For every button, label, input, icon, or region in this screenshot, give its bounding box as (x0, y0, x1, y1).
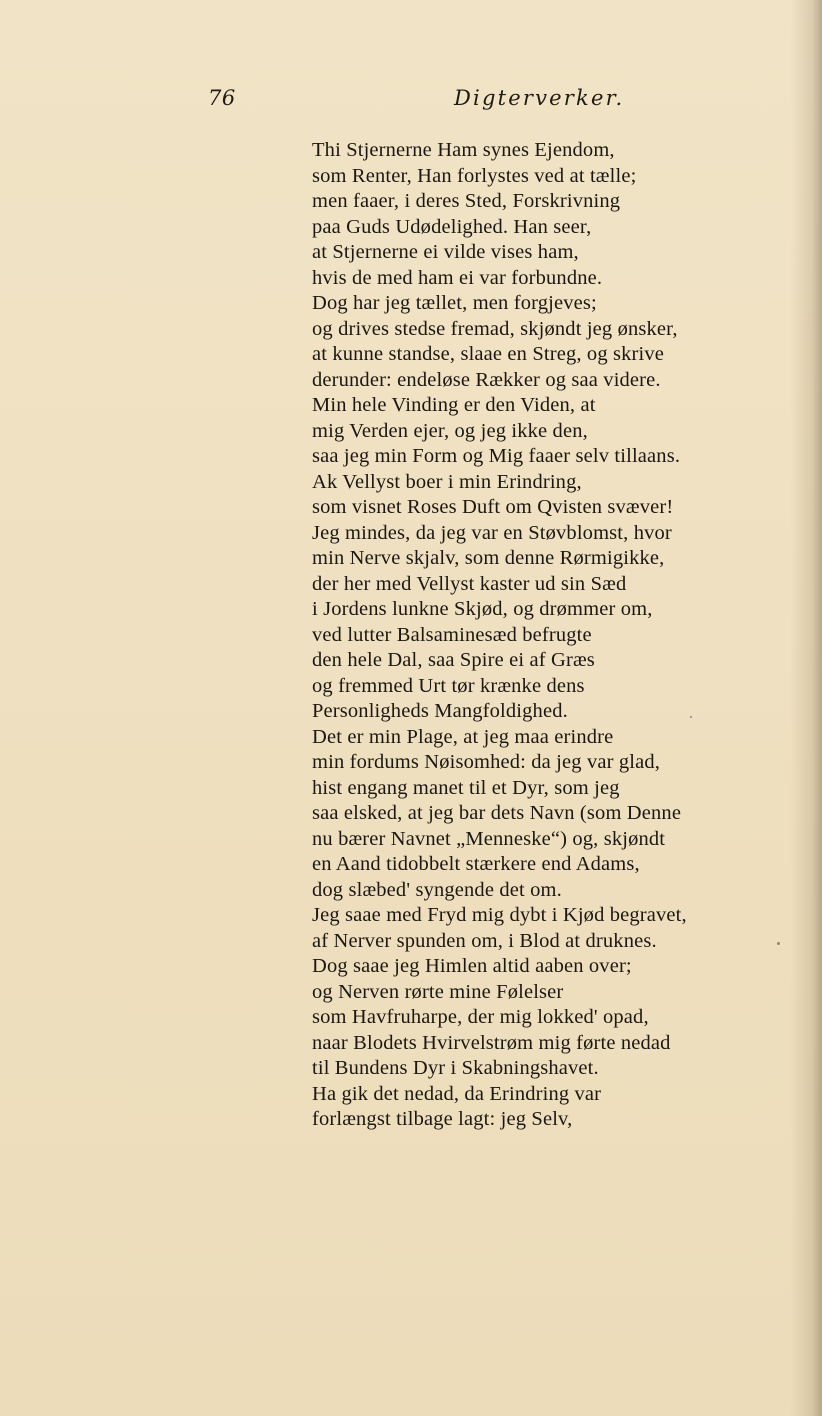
poem-line: men faaer, i deres Sted, Forskrivning (312, 190, 621, 212)
paper-speck (690, 716, 692, 718)
poem-line: Ak Vellyst boer i min Erindring, (312, 470, 582, 493)
poem-line: den hele Dal, saa Spire ei af Græs (312, 649, 595, 671)
poem-line: Jeg saae med Fryd mig dybt i Kjød begravet, (312, 904, 687, 926)
poem-line: min fordums Nøisomhed: da jeg var glad, (312, 751, 661, 773)
poem-line: at kunne standse, slaae en Streg, og skrive (312, 343, 665, 365)
poem-line: som Havfruharpe, der mig lokked' opad, (312, 1006, 649, 1028)
poem-line: Ha gik det nedad, da Erindring var (312, 1082, 602, 1105)
poem-line: saa jeg min Form og Mig faaer selv tillaans. (312, 445, 681, 467)
poem-line: som visnet Roses Duft om Qvisten svæver! (312, 496, 674, 518)
poem-line: Dog har jeg tællet, men forgjeves; (312, 292, 597, 314)
poem-line: hist engang manet til et Dyr, som jeg (312, 776, 620, 799)
poem-line: og Nerven rørte mine Følelser (312, 980, 564, 1003)
poem-line: som Renter, Han forlystes ved at tælle; (312, 164, 637, 187)
poem-line: Dog saae jeg Himlen altid aaben over; (312, 955, 632, 977)
poem-line: ved lutter Balsaminesæd befrugte (312, 623, 592, 646)
poem-line: Personligheds Mangfoldighed. (312, 700, 568, 722)
poem-line: og drives stedse fremad, skjøndt jeg ønsker, (312, 317, 678, 340)
poem-line: til Bundens Dyr i Skabningshavet. (312, 1057, 599, 1079)
poem-line: der her med Vellyst kaster ud sin Sæd (312, 572, 627, 595)
poem-line: paa Guds Udødelighed. Han seer, (312, 215, 592, 238)
poem-line: Min hele Vinding er den Viden, at (312, 394, 596, 416)
running-title: Digterverker. (454, 86, 625, 110)
poem-line: og fremmed Urt tør krænke dens (312, 674, 585, 697)
poem-line: i Jordens lunkne Skjød, og drømmer om, (312, 598, 653, 620)
poem-line: Det er min Plage, at jeg maa erindre (312, 725, 614, 748)
poem-line: hvis de med ham ei var forbundne. (312, 266, 603, 289)
paper-speck (777, 942, 780, 945)
poem-line: af Nerver spunden om, i Blod at druknes. (312, 929, 657, 952)
poem-line: saa elsked, at jeg bar dets Navn (som Denne (312, 802, 682, 824)
poem-line: Jeg mindes, da jeg var en Støvblomst, hvor (312, 521, 672, 544)
poem-line: forlængst tilbage lagt: jeg Selv, (312, 1108, 573, 1130)
poem-line: mig Verden ejer, og jeg ikke den, (312, 419, 588, 442)
poem-line: min Nerve skjalv, som denne Rørmigikke, (312, 547, 665, 569)
poem-line: en Aand tidobbelt stærkere end Adams, (312, 853, 640, 875)
poem-line: naar Blodets Hvirvelstrøm mig førte nedad (312, 1031, 671, 1054)
poem-line: derunder: endeløse Rækker og saa videre. (312, 368, 661, 391)
poem-text (312, 138, 792, 1133)
poem-line: Thi Stjernerne Ham synes Ejendom, (312, 139, 615, 161)
poem-line: dog slæbed' syngende det om. (312, 878, 562, 901)
page-number: 76 (208, 86, 236, 110)
poem-line: nu bærer Navnet „Menneske“) og, skjøndt (312, 827, 666, 850)
running-head (0, 86, 822, 120)
poem-line: at Stjernerne ei vilde vises ham, (312, 241, 579, 263)
